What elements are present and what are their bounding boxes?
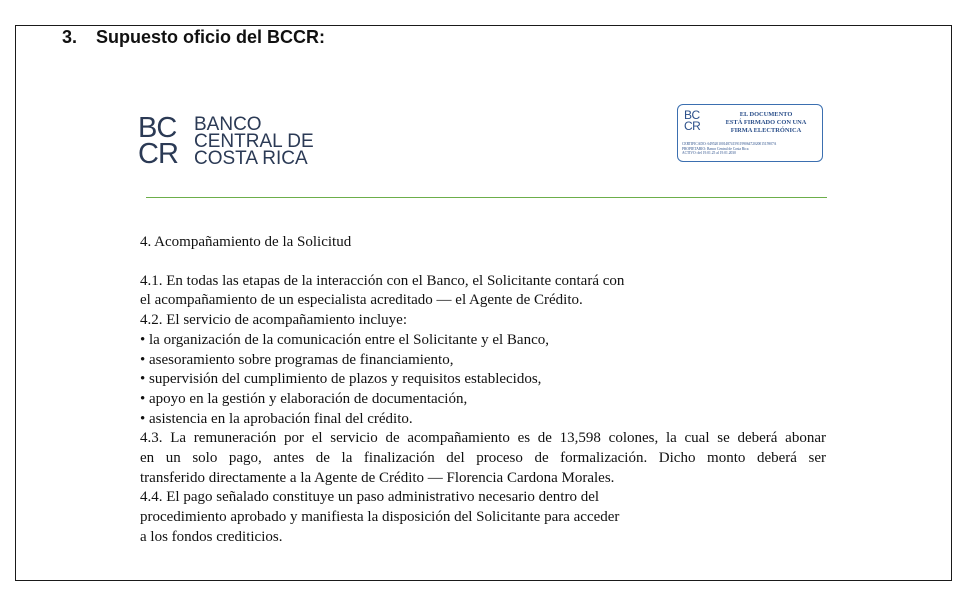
stamp-mark-top: BC (684, 108, 700, 122)
bccr-logo-wordmark (194, 116, 314, 167)
body-line: 4.1. En todas las etapas de la interacción con el Banco, el Solicitante contará con (140, 272, 625, 289)
body-line: 4.2. El servicio de acompañamiento incluye: (140, 312, 407, 329)
heading-title: Supuesto oficio del BCCR: (96, 27, 325, 47)
body-line-justified: en un solo pago, antes de la finalización del proceso de formalización. Dicho monto deberá ser (140, 450, 826, 467)
logo-line-3: COSTA RICA (194, 148, 308, 169)
bullet-item: • asesoramiento sobre programas de financiamiento, (140, 351, 454, 368)
stamp-mark-bottom: CR (684, 119, 701, 133)
stamp-fine-line: CERTIFICADO: 6495201001487415911990647202001515907A (682, 142, 777, 146)
body-line: procedimiento aprobado y manifiesta la disposición del Solicitante para acceder (140, 509, 620, 526)
document-body (140, 233, 830, 548)
bullet-item: • la organización de la comunicación entre el Solicitante y el Banco, (140, 331, 549, 348)
page-heading (62, 27, 325, 48)
electronic-signature-stamp (677, 104, 823, 162)
section-title: 4. Acompañamiento de la Solicitud (140, 234, 352, 250)
body-line-justified: 4.3. La remuneración por el servicio de acompañamiento es de 13,598 colones, la cual se deberá abonar (140, 430, 826, 447)
stamp-title-line: FIRMA ELECTRÓNICA (730, 127, 802, 134)
heading-number: 3. (62, 27, 78, 47)
stamp-title-line: EL DOCUMENTO (739, 111, 793, 118)
stamp-fine-line: PROPIETARIO: Banco Central de Costa Rica (682, 146, 749, 151)
stamp-title-line: ESTÁ FIRMADO CON UNA (725, 119, 807, 126)
bullet-item: • supervisión del cumplimiento de plazos y requisitos establecidos, (140, 371, 542, 388)
stamp-fine-print (682, 142, 822, 156)
body-line: transferido directamente a la Agente de Crédito — Florencia Cardona Morales. (140, 469, 615, 486)
bullet-item: • apoyo en la gestión y elaboración de documentación, (140, 390, 468, 407)
header-divider (146, 197, 827, 198)
logo-mark-top: BC (138, 112, 177, 144)
body-line: el acompañamiento de un especialista acreditado — el Agente de Crédito. (140, 292, 583, 309)
bullet-item: • asistencia en la aprobación final del crédito. (140, 410, 413, 427)
logo-line-1: BANCO (194, 114, 262, 135)
body-line: a los fondos crediticios. (140, 528, 283, 545)
stamp-fine-line: ACTIVO: del 19.01.25 al 19.01.2030 (682, 151, 736, 156)
bccr-logo-mark (138, 112, 192, 170)
stamp-title (714, 111, 818, 135)
body-line: 4.4. El pago señalado constituye un paso administrativo necesario dentro del (140, 489, 600, 506)
logo-mark-bottom: CR (138, 138, 178, 170)
stamp-logo-mark (684, 110, 700, 132)
logo-line-2: CENTRAL DE (194, 131, 314, 152)
